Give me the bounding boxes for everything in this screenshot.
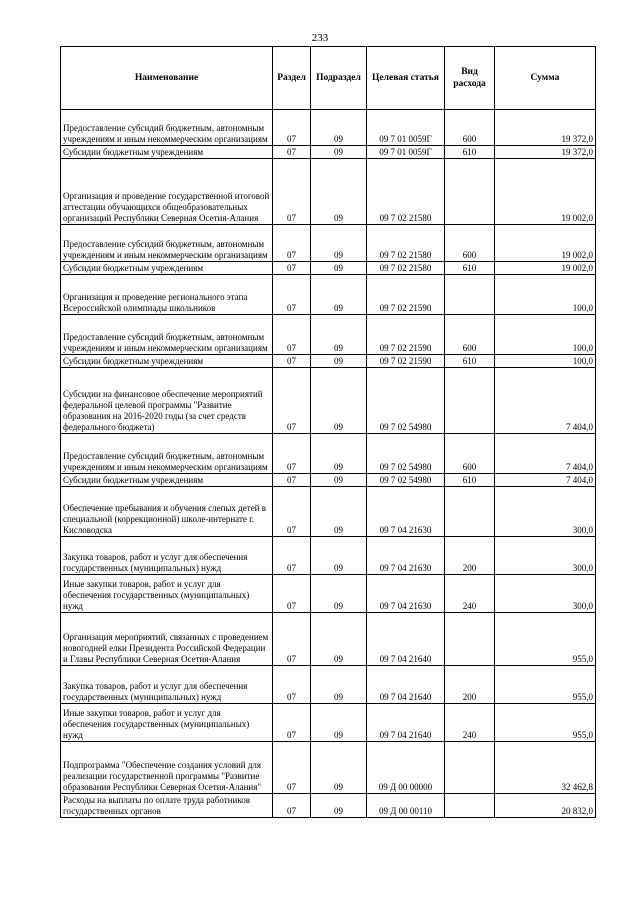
row-sum: 300,0 — [495, 537, 596, 575]
table-row — [61, 474, 596, 487]
row-sum: 19 372,0 — [495, 146, 596, 159]
row-target: 09 Д 00 00000 — [367, 742, 445, 794]
row-target: 09 7 02 54980 — [367, 474, 445, 487]
row-section: 07 — [273, 275, 311, 315]
row-sum: 100,0 — [495, 355, 596, 368]
row-section: 07 — [273, 159, 311, 225]
row-section: 07 — [273, 613, 311, 666]
row-target: 09 7 04 21630 — [367, 575, 445, 613]
row-section: 07 — [273, 225, 311, 262]
row-sum: 100,0 — [495, 315, 596, 355]
row-subsection: 09 — [311, 368, 367, 434]
row-name: Подпрограмма "Обеспечение создания условий для реализации государственной программы "Развитие образования Республики Северная Осетия-Алания" — [61, 742, 273, 794]
row-name: Иные закупки товаров, работ и услуг для обеспечения государственных (муниципальных) нужд — [61, 575, 273, 613]
row-section: 07 — [273, 537, 311, 575]
row-subsection: 09 — [311, 613, 367, 666]
row-exp-type — [445, 742, 495, 794]
row-section: 07 — [273, 474, 311, 487]
row-exp-type: 600 — [445, 110, 495, 146]
row-section: 07 — [273, 434, 311, 474]
row-subsection: 09 — [311, 159, 367, 225]
row-subsection: 09 — [311, 315, 367, 355]
row-sum: 19 372,0 — [495, 110, 596, 146]
row-exp-type: 610 — [445, 355, 495, 368]
row-exp-type — [445, 613, 495, 666]
row-target: 09 7 02 21580 — [367, 262, 445, 275]
row-section: 07 — [273, 355, 311, 368]
row-target: 09 7 04 21640 — [367, 613, 445, 666]
row-section: 07 — [273, 794, 311, 818]
row-name: Субсидии бюджетным учреждениям — [61, 262, 273, 275]
header-target: Целевая статья — [367, 47, 445, 110]
row-target: 09 7 01 0059Г — [367, 110, 445, 146]
page-number: 233 — [311, 32, 329, 44]
row-target: 09 7 02 21590 — [367, 315, 445, 355]
table-row — [61, 355, 596, 368]
row-exp-type: 240 — [445, 704, 495, 742]
row-subsection: 09 — [311, 434, 367, 474]
row-subsection: 09 — [311, 742, 367, 794]
table-row — [61, 666, 596, 704]
row-sum: 19 002,0 — [495, 262, 596, 275]
row-subsection: 09 — [311, 537, 367, 575]
table-row — [61, 315, 596, 355]
row-section: 07 — [273, 368, 311, 434]
row-sum: 20 832,0 — [495, 794, 596, 818]
row-exp-type: 200 — [445, 537, 495, 575]
table-row — [61, 742, 596, 794]
row-subsection: 09 — [311, 474, 367, 487]
row-section: 07 — [273, 742, 311, 794]
table-row — [61, 159, 596, 225]
row-exp-type — [445, 368, 495, 434]
row-section: 07 — [273, 666, 311, 704]
table-row — [61, 704, 596, 742]
row-name: Закупка товаров, работ и услуг для обеспечения государственных (муниципальных) нужд — [61, 666, 273, 704]
row-sum: 300,0 — [495, 487, 596, 537]
row-section: 07 — [273, 262, 311, 275]
table-row — [61, 575, 596, 613]
table-row — [61, 262, 596, 275]
row-sum: 19 002,0 — [495, 225, 596, 262]
row-subsection: 09 — [311, 487, 367, 537]
row-sum: 7 404,0 — [495, 474, 596, 487]
row-exp-type — [445, 275, 495, 315]
row-name: Расходы на выплаты по оплате труда работников государственных органов — [61, 794, 273, 818]
row-subsection: 09 — [311, 110, 367, 146]
row-subsection: 09 — [311, 704, 367, 742]
table-row — [61, 537, 596, 575]
row-name: Иные закупки товаров, работ и услуг для обеспечения государственных (муниципальных) нужд — [61, 704, 273, 742]
row-target: 09 7 01 0059Г — [367, 146, 445, 159]
row-sum: 955,0 — [495, 666, 596, 704]
row-exp-type: 600 — [445, 315, 495, 355]
row-name: Предоставление субсидий бюджетным, автономным учреждениям и иным некоммерческим организациям — [61, 110, 273, 146]
table-row — [61, 225, 596, 262]
row-name: Субсидии бюджетным учреждениям — [61, 355, 273, 368]
row-section: 07 — [273, 487, 311, 537]
header-name: Наименование — [61, 47, 273, 110]
row-section: 07 — [273, 315, 311, 355]
row-subsection: 09 — [311, 575, 367, 613]
row-section: 07 — [273, 146, 311, 159]
row-target: 09 7 04 21640 — [367, 666, 445, 704]
row-name: Предоставление субсидий бюджетным, автономным учреждениям и иным некоммерческим организациям — [61, 225, 273, 262]
row-name: Предоставление субсидий бюджетным, автономным учреждениям и иным некоммерческим организациям — [61, 315, 273, 355]
row-subsection: 09 — [311, 262, 367, 275]
row-target: 09 Д 00 00110 — [367, 794, 445, 818]
row-name: Организация мероприятий, связанных с проведением новогодней елки Президента Российской Федерации и Главы Республики Северная Осетия-Алания — [61, 613, 273, 666]
row-sum: 100,0 — [495, 275, 596, 315]
table-row — [61, 146, 596, 159]
row-name: Субсидии бюджетным учреждениям — [61, 474, 273, 487]
header-subsection: Подраздел — [311, 47, 367, 110]
row-subsection: 09 — [311, 666, 367, 704]
table-row — [61, 368, 596, 434]
row-subsection: 09 — [311, 355, 367, 368]
row-section: 07 — [273, 575, 311, 613]
table-header-row — [61, 47, 596, 110]
row-name: Закупка товаров, работ и услуг для обеспечения государственных (муниципальных) нужд — [61, 537, 273, 575]
table-row — [61, 794, 596, 818]
row-sum: 7 404,0 — [495, 434, 596, 474]
row-exp-type — [445, 794, 495, 818]
row-exp-type: 600 — [445, 434, 495, 474]
row-target: 09 7 02 21580 — [367, 159, 445, 225]
row-target: 09 7 02 21590 — [367, 355, 445, 368]
row-target: 09 7 02 21590 — [367, 275, 445, 315]
row-exp-type — [445, 487, 495, 537]
row-subsection: 09 — [311, 275, 367, 315]
header-section: Раздел — [273, 47, 311, 110]
row-sum: 300,0 — [495, 575, 596, 613]
row-exp-type: 610 — [445, 262, 495, 275]
row-subsection: 09 — [311, 146, 367, 159]
header-sum: Сумма — [495, 47, 596, 110]
row-subsection: 09 — [311, 794, 367, 818]
table-row — [61, 434, 596, 474]
budget-table — [60, 46, 596, 818]
row-section: 07 — [273, 704, 311, 742]
row-target: 09 7 04 21630 — [367, 487, 445, 537]
header-exp-type: Вид расхода — [445, 47, 495, 110]
row-name: Обеспечение пребывания и обучения слепых детей в специальной (коррекционной) школе-интернате г. Кисловодска — [61, 487, 273, 537]
row-target: 09 7 04 21640 — [367, 704, 445, 742]
table-row — [61, 613, 596, 666]
row-exp-type: 200 — [445, 666, 495, 704]
row-name: Организация и проведение регионального этапа Всероссийской олимпиады школьников — [61, 275, 273, 315]
row-exp-type: 610 — [445, 474, 495, 487]
row-sum: 955,0 — [495, 613, 596, 666]
row-sum: 32 462,8 — [495, 742, 596, 794]
row-target: 09 7 02 21580 — [367, 225, 445, 262]
row-exp-type — [445, 159, 495, 225]
row-exp-type: 600 — [445, 225, 495, 262]
row-sum: 955,0 — [495, 704, 596, 742]
row-name: Субсидии на финансовое обеспечение мероприятий федеральной целевой программы "Развитие образования на 2016-2020 годы (за счет средств федерального бюджета) — [61, 368, 273, 434]
row-target: 09 7 02 54980 — [367, 434, 445, 474]
table-row — [61, 487, 596, 537]
row-section: 07 — [273, 110, 311, 146]
row-sum: 7 404,0 — [495, 368, 596, 434]
row-name: Организация и проведение государственной итоговой аттестации обучающихся общеобразовательных организаций Республики Северная Осетия-Алания — [61, 159, 273, 225]
table-row — [61, 275, 596, 315]
row-exp-type: 610 — [445, 146, 495, 159]
row-target: 09 7 04 21630 — [367, 537, 445, 575]
row-exp-type: 240 — [445, 575, 495, 613]
row-name: Предоставление субсидий бюджетным, автономным учреждениям и иным некоммерческим организациям — [61, 434, 273, 474]
row-sum: 19 002,0 — [495, 159, 596, 225]
row-name: Субсидии бюджетным учреждениям — [61, 146, 273, 159]
table-row — [61, 110, 596, 146]
row-subsection: 09 — [311, 225, 367, 262]
row-target: 09 7 02 54980 — [367, 368, 445, 434]
